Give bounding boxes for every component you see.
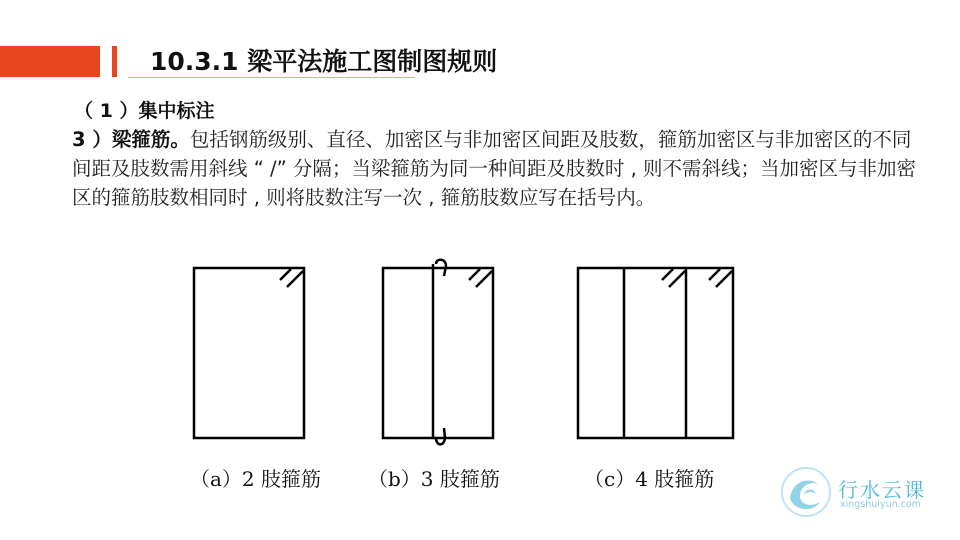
stirrup-diagram-3-legs xyxy=(383,260,493,445)
single-leg-tie xyxy=(433,260,446,445)
stirrup-hook xyxy=(280,269,291,280)
caption-c: （c）4 肢箍筋 xyxy=(584,467,715,491)
stirrup-hook xyxy=(469,269,480,280)
paragraph-body: 包括钢筋级别、直径、加密区与非加密区间距及肢数，箍筋加密区与非加密区的不同间距及肢数需用斜线 “ /” 分隔；当梁箍筋为同一种间距及肢数时 , 则不需斜线；当加密区与非加密区的箍筋肢数相同时 , 则将肢数注写一次 , 箍筋肢数应写在括号内。 xyxy=(72,128,916,209)
paragraph-lead: 3 ）梁箍筋。 xyxy=(72,128,190,151)
stirrup-outline xyxy=(578,268,733,438)
stirrup-hook xyxy=(287,271,303,287)
watermark-wave-icon xyxy=(778,464,834,520)
stirrup-hook xyxy=(716,271,732,287)
stirrup-hook xyxy=(669,271,685,287)
stirrup-outline xyxy=(383,268,493,438)
caption-a: （a）2 肢箍筋 xyxy=(190,467,322,491)
slide-title: 10.3.1 梁平法施工图制图规则 xyxy=(150,47,498,76)
stirrup-outline xyxy=(194,268,304,438)
watermark xyxy=(778,464,938,520)
stirrup-diagram-2-legs xyxy=(194,268,304,438)
stirrup-diagram-4-legs xyxy=(578,268,733,438)
caption-b: （b）3 肢箍筋 xyxy=(368,467,500,491)
watermark-name: 行水云课 xyxy=(838,478,926,502)
stirrup-hook xyxy=(476,271,492,287)
stirrup-hook xyxy=(662,269,673,280)
watermark-url: xingshuiyun.com xyxy=(840,499,921,510)
section-subheading: （ 1 ）集中标注 xyxy=(74,100,215,122)
stirrup-hook xyxy=(709,269,720,280)
